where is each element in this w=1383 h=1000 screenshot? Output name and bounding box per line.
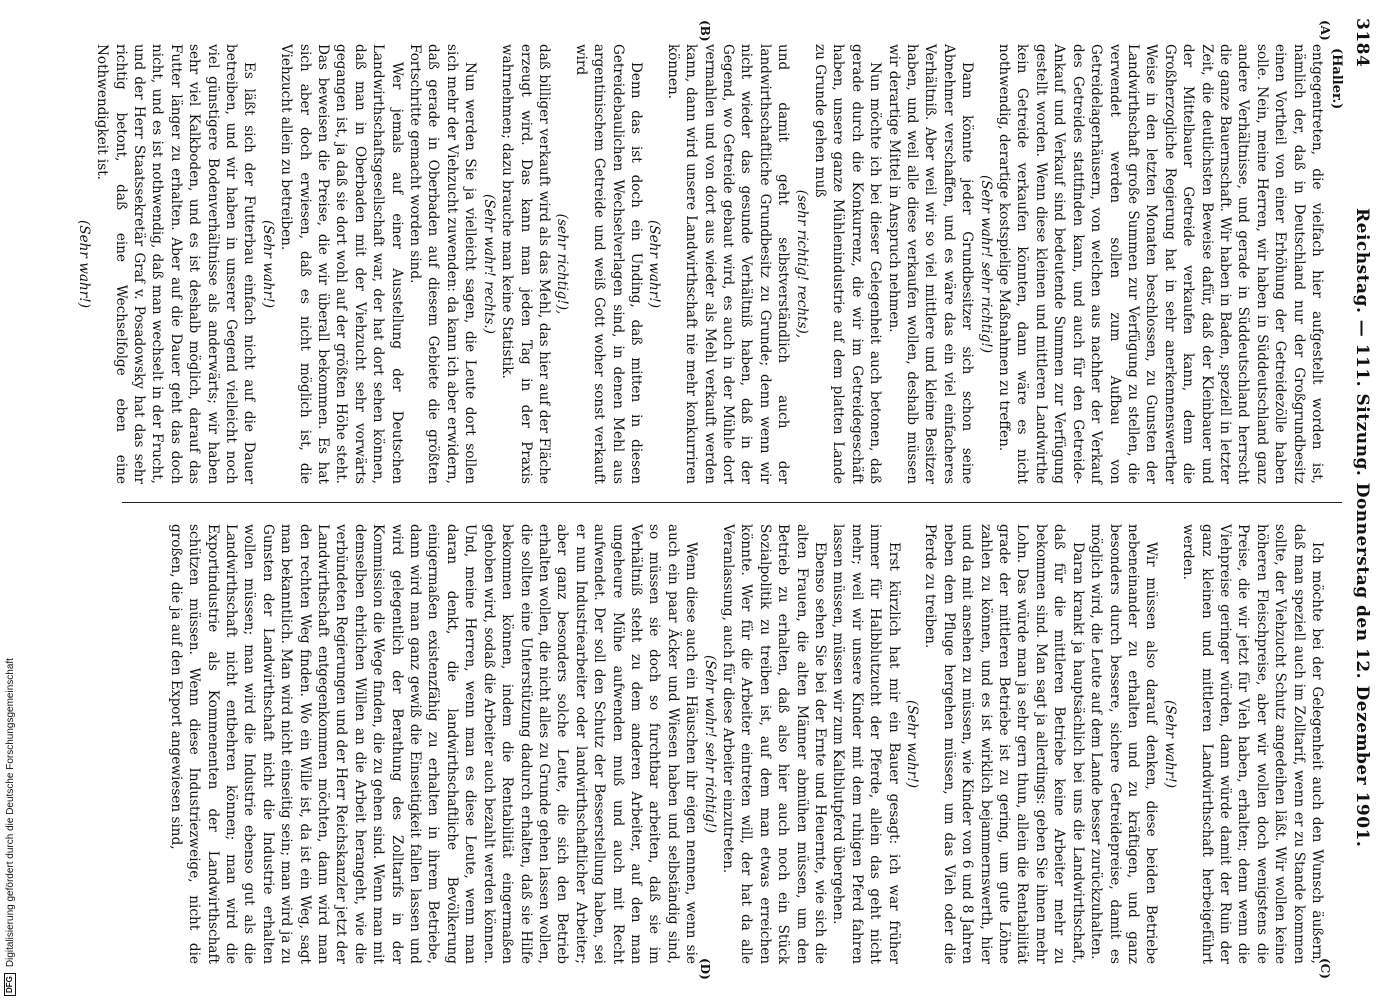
interjection: (sehr richtig! rechts), [793,189,810,339]
margin-mark-a: (A) [1318,20,1332,41]
paragraph: Daran krankt ja hauptsächlich bei uns die Landwirthschaft, daß für die mittleren Betriebe keine Arbeiter mehr zu bekommen sind. Man sagt ja allerdings: geben Sie ihnen mehr Lohn. Das würde man ja sehr gern thun, allein die Rentabilität grade der mittleren Betriebe ist zu gering, um gute Löhne zahlen zu können, und es ist wirklich bejammernswerth, hier und da mit ansehen zu müssen, wie Kinder von 6 und 8 Jahren neben dem Pfluge hergehen müssen, um das Vieh oder die Pferde zu treiben. [922,524,1086,964]
digitization-credit [0,0,18,1000]
interjection: (sehr richtig!), [554,213,571,315]
interjection: (Sehr wahr!) [259,220,276,308]
paragraph: Es läßt sich der Futterbau einfach nicht auf die Dauer betreiben, und wir haben in unserer Gegend vielleicht noch viel günstigere Bodenverhältnisse als anderwärts; wir haben sehr viel Kalkboden, und es ist deshalb möglich, darauf das Futter länger zu erhalten. Aber auf die Dauer geht das doch nicht, und es ist nothwendig, daß man wechselt in der Frucht, und der Herr Staatssekretär Graf v. Posadowsky hat das sehr richtig betont, daß eine Wechselfolge eben eine Nothwendigkeit ist. [94,44,258,484]
paragraph: Denn das ist doch ein Unding, daß mitten in diesen Getreidebaulichen Wechselverlagen sind, in denen Mehl aus argentinischem Getreide und weiß Gott woher sonst verkauft wird [572,44,644,484]
paragraph: entgegentreten, die vielfach hier aufgestellt worden ist, nämlich der, daß in Deutschland nur der Großgrundbesitz einen Vortheil von einer Erhöhung der Getreidezölle haben solle. Nein, meine Herren, wir haben in Süddeutschland ganz andere Verhältnisse, und gerade in Süddeutschland herrscht die ganze Bauernschaft. Wir haben in Baden, speziell in letzter Zeit, die deutlichsten Beweise dafür, daß der Kleinbauer und der Mittelbauer Getreide verkaufen kann, denn die Großherzogliche Regierung hat in sehr anerkennenswerther Weise in den letzten Monaten beschlossen, zu Gunsten der Landwirthschaft große Summen zur Verfügung zu stellen, die verwendet werden sollen zum Aufbau von Getreidelagerhäusern, von welchen aus nachher der Verkauf des Getreides stattfinden kann, und auch für den Getreide-Ankauf und Verkauf sind bedeutende Summen zur Verfügung gestellt worden. Wenn diese kleinen und mittleren Landwirthe kein Getreide verkaufen könnten, dann wäre es nicht nothwendig, derartige kostspielige Maßnahmen zu treffen. [996,44,1325,484]
left-column [74,44,1326,484]
dfg-logo: DFG [4,973,16,996]
column-divider [122,502,1342,503]
paragraph: Wer jemals auf einer Ausstellung der Deutschen Landwirthschaftsgesellschaft war, der hat dort sehen können, daß man in Oberbaden mit der Viehzucht sehr vorwärts gegangen ist, ja daß sie dort wohl auf der größten Höhe steht. Das beweisen die Preise, die wir überall bekommen. Es hat sich aber doch erwiesen, daß es nicht möglich ist, die Viehzucht allein zu betreiben. [278,44,405,484]
paragraph: und damit geht selbstverständlich auch der landwirthschaftliche Grundbesitz zu Grunde; denn wenn wir nicht wieder das gesunde Verhältniß haben, daß in der Gegend, wo Getreide gebaut wird, es auch in der Mühle dort vermahlen und von dort aus wieder als Mehl verkauft werden kann, dann wird unsere Landwirthschaft nie mehr konkurriren können. [664,44,792,484]
margin-mark-b: (B) [698,20,712,42]
interjection: (Sehr wahr! sehr richtig!) [701,654,718,834]
interjection: (Sehr wahr!) [75,220,92,308]
paragraph: Dann könnte jeder Grundbesitzer sich schon seine Abnehmer verschaffen, und es wäre das ein viel einfacheres Verhältniß. Aber weil wir so viel mittlere und kleine Besitzer haben, und weil alle diese verkaufen wollen, deshalb müssen wir derartige Mittel in Anspruch nehmen. [885,44,976,484]
paragraph: Ich möchte bei der Gelegenheit auch den Wunsch äußern, daß man speziell auch im Zolltarif, wenn er zu Stande kommen sollte, der Viehzucht Schutz angedeihen läßt. Wir wollen keine höheren Fleischpreise, aber wir wollen doch wenigstens die Preise, die wir jetzt für Vieh haben, erhalten; denn wenn die Viehpreise geringer würden, dann würde damit der Ruin der ganz kleinen und mittleren Landwirthschaft herbeigeführt werden. [1180,524,1325,964]
paragraph: Ebenso sehen Sie bei der Ernte und Heuernte, wie sich die alten Frauen, die alten Männer abmühen müssen, um den Betrieb zu erhalten, daß also hier auch noch ein Stück Sozialpolitik zu treiben ist, auf dem man etwas erreichen könnte. Wer für die Arbeiter eintreten will, der hat da alle Veranlassung, auch für diese Arbeiter einzutreten. [720,524,829,964]
margin-mark-c: (C) [1318,958,1332,979]
margin-mark-d: (D) [698,958,712,980]
paragraph: Nun werden Sie ja vielleicht sagen, die Leute dort sollen sich mehr der Viehzucht zuwenden: da kann ich aber erwidern, daß gerade in Oberbaden auf diesem Gebiete die größten Fortschritte gemacht worden sind. [407,44,479,484]
credit-text: Digitalisierung gefördert durch die Deutsche Forschungsgemeinschaft [4,658,16,968]
interjection: (Sehr wahr!) [904,700,921,788]
paragraph: Wir müssen also darauf denken, diese beiden Betriebe nebeneinander zu erhalten und zu kräftigen, und ganz besonders durch bessere, sichere Getreidepreise, damit es möglich wird, die Leute auf dem Lande besser zurückzuhalten. [1088,524,1160,964]
interjection: (Sehr wahr! rechts.) [480,194,497,334]
page-number: 3184 [1352,18,1372,68]
paragraph: Erst kürzlich hat mir ein Bauer gesagt: ich war früher immer für Halbblutzucht der Pferde, allein das geht nicht mehr; weil wir unsere Kinder mit dem ruhigen Pferd fahren lassen müssen, müssen wir zum Kaltblutpferd übergehen. [830,524,902,964]
speaker-label: (Haller.) [1329,48,1344,110]
interjection: (Sehr wahr! sehr richtig!) [977,174,994,354]
page-header [1344,18,1372,988]
paragraph: Nun möchte ich bei dieser Gelegenheit auch betonen, daß gerade durch die Konkurrenz, die wir im Getreidegeschäft haben, unsere ganze Mühlenindustrie auf dem platten Lande zu Grunde gehen muß [812,44,884,484]
right-column [166,524,1326,964]
paragraph: Wenn diese auch ein Häuschen ihr eigen nennen, wenn sie auch ein paar Äcker und Wiesen haben und selbständig sind, so müssen sie doch so furchtbar arbeiten, daß sie im Verhältniß steht zu dem anderen Arbeiter, auf den man ungeheure Mühe aufwenden muß und auch mit Recht aufwendet. Der soll den Schutz der Besserstellung haben, sei er nun Industriearbeiter oder landwirthschaftlicher Arbeiter; aber ganz besonders solche Leute, die sich den Betrieb erhalten wollen, die nicht alles zu Grunde gehen lassen wollen, die sollten eine Unterstützung dadurch erhalten, daß sie Hilfe bekommen können, indem die Rentabilität eingermaßen gehoben wird, sodaß die Arbeiter auch bezahlt werden können. Und, meine Herren, wenn man es diese Leute, wenn man daran denkt, die landwirthschaftliche Bevölkerung einigermaßen existenzfähig zu erhalten in ihrem Betriebe, dann wird man ganz gewiß die Einseitigkeit fallen lassen und wird gelegentlich der Berathung des Zolltarifs in der Kommission die Wege finden, die zu gehen sind. Wenn man mit demselben ehrlichen Willen an die Arbeit herangeht, wie die verbündeten Regierungen und der Herr Reichskanzler jetzt der Landwirthschaft entgegenkommen möchten, dann wird man den rechten Weg finden. Wo ein Wille ist, da ist ein Weg, sagt man bekanntlich. Man wird nicht einseitig sein; man wird ja zu Gunsten der Landwirthschaft nicht die Industrie erhalten wollen müssen; man wird die Industrie ebenso gut als die Landwirthschaft nicht entbehren können; man wird die Exportindustrie als Kommenenten der Landwirthschaft schützen müssen. Wenn diese Industriezweige, nicht die großen, die ja auf den Export angewiesen sind, [167,524,700,964]
paragraph: daß billiger verkauft wird als das Mehl, das hier auf der Fläche erzeugt wird. Das kann man jeden Tag in der Praxis wahrnehmen; dazu brauche man keine Statistik. [499,44,552,484]
running-title: Reichstag. — 111. Sitzung. Donnerstag den 12. Dezember 1901. [1352,208,1372,848]
interjection: (Sehr wahr!) [1161,700,1178,788]
interjection: (Sehr wahr!) [646,220,663,308]
document-page [75,18,1372,988]
